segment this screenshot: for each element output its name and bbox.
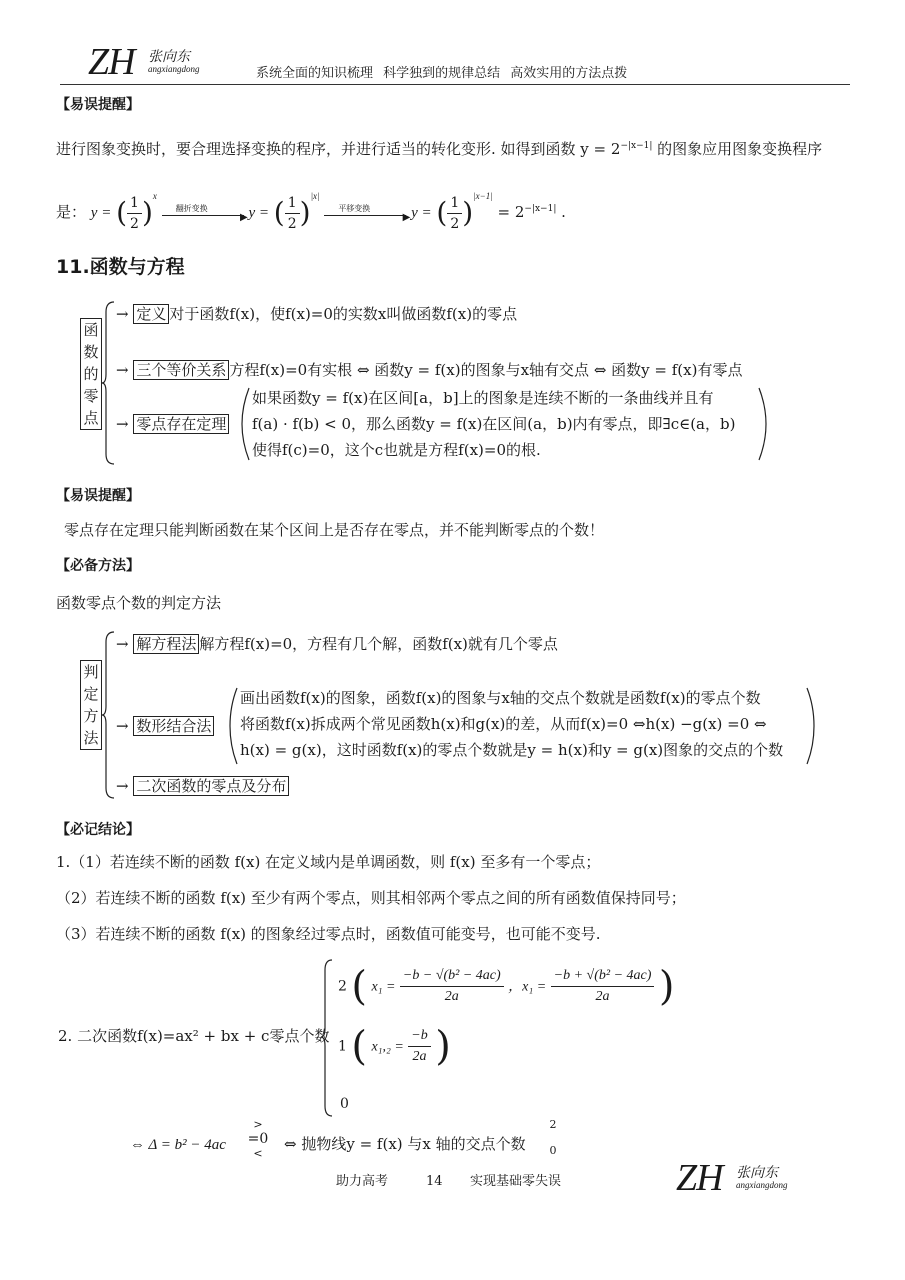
case-1-row: 1 ( x₁,₂ = $\frac{-b}{2a}$ ): [338, 1023, 451, 1070]
conclusion-item-3: （3）若连续不断的函数 f(x) 的图象经过零点时，函数值可能变号，也可能不变号.: [56, 925, 601, 943]
equiv-label: 三个等价关系: [133, 360, 229, 380]
m2-label: 数形结合法: [133, 716, 214, 736]
def-row: → 定义 对于函数f(x)，使f(x)=0的实数x叫做函数f(x)的零点: [116, 305, 518, 323]
header-logo-sub: angxiangdong: [148, 64, 200, 74]
m2-line-2: 将函数f(x)拆成两个常见函数h(x)和g(x)的差，从而f(x)=0 ⇔h(x) −g(x) =0 ⇔: [240, 715, 767, 733]
method-brace: [102, 630, 116, 800]
m2-line-1: 画出函数f(x)的图象，函数f(x)的图象与x轴的交点个数就是函数f(x)的零点个数: [240, 689, 761, 707]
zero-point-root: 函 数 的 零 点: [80, 318, 102, 430]
m1-text: 解方程f(x)=0，方程有几个解，函数f(x)就有几个零点: [199, 635, 558, 653]
case-2-row: 2 ( x₁ = $\frac{\text{−b − √(b² − 4ac)}}{2a}$ ，x₁ = $\frac{\text{−b + √(b² − 4ac)}}{2a}$ ): [338, 963, 675, 1010]
zero-point-brace: [102, 300, 116, 466]
def-label: 定义: [133, 304, 169, 324]
m2-line-3: h(x) = g(x)，这时函数f(x)的零点个数就是y = h(x)和y = g(x)图象的交点的个数: [240, 741, 784, 759]
equiv-text: 方程f(x)=0有实根 ⇔ 函数y = f(x)的图象与x轴有交点 ⇔ 函数y = f(x)有零点: [229, 361, 743, 379]
case-0-row: 0: [340, 1096, 349, 1112]
m3-row: → 二次函数的零点及分布: [116, 776, 289, 796]
m1-label: 解方程法: [133, 634, 199, 654]
arrow1-label: 翻折变换: [175, 203, 208, 213]
thm-line-3: 使得f(c)=0，这个c也就是方程f(x)=0的根.: [252, 441, 541, 459]
tip2-heading: 【易误提醒】: [56, 488, 140, 504]
method-heading: 【必备方法】: [56, 558, 140, 574]
header-logo-script: 张向东: [148, 50, 190, 65]
footer-logo-sub: angxiangdong: [736, 1180, 788, 1190]
thm-paren-left: [240, 386, 250, 462]
footer-page-number: 14: [426, 1174, 443, 1189]
footer-left: 助力高考: [336, 1174, 389, 1189]
quad-label: 2. 二次函数f(x)=ax² + bx + c零点个数: [58, 1027, 330, 1045]
m1-row: → 解方程法 解方程f(x)=0，方程有几个解，函数f(x)就有几个零点: [116, 635, 558, 653]
thm-line-1: 如果函数y = f(x)在区间[a，b]上的图象是连续不断的一条曲线并且有: [252, 389, 714, 407]
tip1-heading: 【易误提醒】: [56, 97, 140, 113]
header-slogan: 系统全面的知识梳理 科学独到的规律总结 高效实用的方法点拨: [256, 66, 628, 81]
thm-label: 零点存在定理: [133, 414, 229, 434]
thm-paren-right: [758, 386, 768, 462]
tip1-transform-chain: 是： y = ( $\frac{1}{2}$ )$^x$ 翻折变换 ▶ y = ( $\frac{1}{2}$ )$^{|x|}$ 平移变换 ▶ y = ( $\frac{1}{2}$ )$^{|x-1|} = 2^{-|x-1|}$ .: [56, 191, 566, 232]
m2-paren-right: [806, 686, 816, 766]
count-stack: 2 0: [549, 1118, 557, 1157]
header-rule: [60, 84, 850, 85]
delta-sign-stack: > =0 <: [247, 1118, 269, 1160]
conclusion-heading: 【必记结论】: [56, 822, 140, 838]
arrow2-label: 平移变换: [338, 203, 371, 213]
conclusion-item-2: （2）若连续不断的函数 f(x) 至少有两个零点，则其相邻两个零点之间的所有函数值保持同号；: [56, 889, 686, 907]
conclusion-item-1: 1.（1）若连续不断的函数 f(x) 在定义域内是单调函数，则 f(x) 至多有一个零点；: [56, 853, 601, 871]
thm-line-2: f(a) · f(b) < 0，那么函数y = f(x)在区间(a，b)内有零点，即∃c∈(a，b): [252, 415, 736, 433]
header-logo: ZH: [88, 41, 135, 83]
tip2-text: 零点存在定理只能判断函数在某个区间上是否存在零点，并不能判断零点的个数！: [64, 521, 605, 539]
footer-right: 实现基础零失误: [470, 1174, 562, 1189]
delta-tail: ⇔ 抛物线y = f(x) 与x 轴的交点个数: [284, 1135, 526, 1153]
method-root: 判 定 方 法: [80, 660, 102, 750]
def-text: 对于函数f(x)，使f(x)=0的实数x叫做函数f(x)的零点: [169, 305, 518, 323]
equiv-row: → 三个等价关系 方程f(x)=0有实根 ⇔ 函数y = f(x)的图象与x轴有交点 ⇔ 函数y = f(x)有零点: [116, 361, 743, 379]
tip1-line1: 进行图象变换时，要合理选择变换的程序，并进行适当的转化变形. 如得到函数 $y = 2^{-|x-1|}$ 的图象应用图象变换程序: [56, 140, 823, 158]
delta-equivalence: ⇔ Δ = b² − 4ac: [130, 1137, 226, 1153]
method-subtitle: 函数零点个数的判定方法: [56, 594, 222, 612]
m3-label: 二次函数的零点及分布: [133, 776, 289, 796]
footer-logo: ZH: [676, 1157, 723, 1199]
m2-row: → 数形结合法: [116, 716, 214, 736]
m2-paren-left: [228, 686, 238, 766]
section-title: 11.函数与方程: [56, 256, 185, 278]
quad-brace: [320, 958, 334, 1118]
footer-logo-script: 张向东: [736, 1166, 778, 1181]
thm-row: → 零点存在定理: [116, 414, 229, 434]
